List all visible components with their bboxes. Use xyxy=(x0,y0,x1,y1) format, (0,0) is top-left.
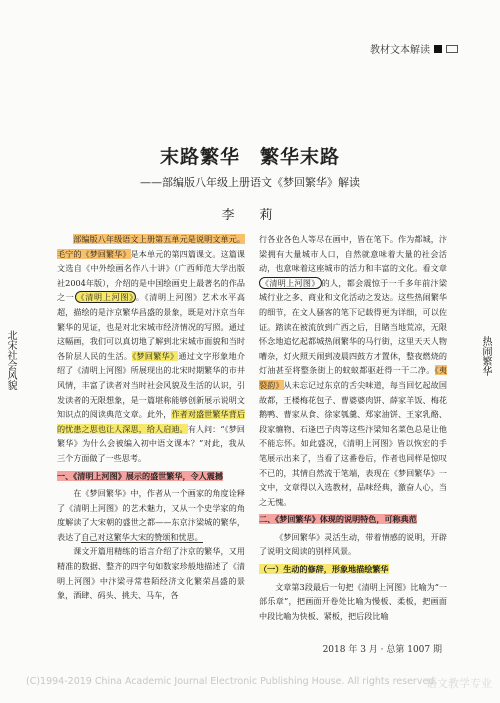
margin-note-right: 热闹繁华 xyxy=(480,336,491,376)
margin-note-left: 北宋社会风貌 xyxy=(5,330,16,390)
section1-paragraph-2: 课文开篇用精练的语言介绍了汴京的繁华，又用精准的数据、整齐的四字句如数家珍般地描述了《清明上河图》中汴梁寻常巷陌经济文化繁荣昌盛的景象，酒肆、码头、挑夫、马车，各 xyxy=(57,546,245,601)
section1-paragraph: 在《梦回繁华》中，作者从一个画家的角度诠释了《清明上河图》的艺术魅力，又从一个史学家的角度解读了大宋朝的盛世之都——东京汴梁城的繁华，表达了自己对这繁华大宋的赞颂和忧思。 xyxy=(57,488,245,542)
article-author: 李 莉 xyxy=(221,208,279,223)
left-column xyxy=(57,232,245,603)
running-header xyxy=(370,41,458,56)
right-column xyxy=(259,232,447,623)
section-heading-2: 二、《梦回繁华》体现的说明特色，可称典范 xyxy=(259,514,417,525)
header-box-icon xyxy=(446,45,458,53)
header-square-icon xyxy=(434,45,442,53)
intro-paragraph: 部编版八年级语文上册第五单元是说明文单元。毛宁的《梦回繁华》是本单元的第四篇课文。这篇课文选自《中外绘画名作八十讲》（广西师范大学出版社2004年版），介绍的是中国绘画史上最著名的作品之一 《清明上河图》 。《清明上河图》艺术水平高超，描绘的是汴京繁华昌盛的景象，既是对汴京当年繁华的见证，也是对北宋城市经济情况的写照。通过这幅画，我们可以真切地了解到北宋城市面貌和当时各阶层人民的生活。《梦回繁华》通过文字形象地介绍了《清明上河图》所展现出的北宋时期繁华的市井风情，丰富了读者对当时社会风貌及生活的认识，引发读者的无限想象，是一篇堪称能够创新展示说明文知识点的阅读典范文章。此外，作者对盛世繁华背后的忧患之思也让人深思，给人启迪。有人问：“《梦回繁华》为什么会被编入初中语文课本？”对此，我从三个方面做了一些思考。 xyxy=(57,234,245,463)
article-title: 末路繁华 繁华末路 xyxy=(159,146,340,168)
watermark: 语文教学专业 xyxy=(426,677,492,690)
subsection-heading: （一）生动的修辞，形象地描绘繁华 xyxy=(259,564,389,575)
issue-footer: 2018 年 3 月 · 总第 1007 期 xyxy=(322,645,442,655)
article-subtitle: ——部编版八年级上册语文《梦回繁华》解读 xyxy=(140,176,360,189)
continued-paragraph: 行各业各色人等尽在画中，皆在笔下。作为都城，汴梁拥有大量城市人口，自然就意味着大量的社会活动，也意味着这座城市的活力和丰富的文化。看文章《清明上河图》 的人，都会震惊于一千多年前汴梁城行业之多、商业和文化活动之发达。这些热闹繁华的细节，在文人骚客的笔下记载得更为详细，可以佐证。踏读在被流放到广西之后，目睹当地荒凉，无限怀念地追忆起都城热闹繁华的马行街，这里天天人物嘈杂，灯火照天闹到凌晨四鼓方才置休，整夜燃烧的灯油甚至将整条街上的蚊蚁都驱赶得一干二净。《夷裂韵》从未忘记过东京的舌尖味道，每当回忆起故国故都，王楼梅花包子、曹婆婆肉饼、薛家羊饭、梅花鹅鸭、曹家从食、徐家瓠羹、郑家油饼、王家乳酪、段家爊物、石逢巴子肉等这些汴梁知名菜色总是让他不能忘怀。如此盛况，《清明上河图》皆以恢宏的手笔展示出来了，当看了这番卷后，作者也同样是惊叹不已的，其情自然流于笔端，表现在《梦回繁华》一文中，文章得以入选教材，品味经典，激奋人心，当之无愧。 xyxy=(259,234,447,507)
section-heading-1: 一、《清明上河图》展示的盛世繁华，令人震撼 xyxy=(57,470,223,481)
section2-paragraph: 《梦回繁华》灵活生动，带着情感的说明，开辟了说明文阅读的别样风景。 xyxy=(259,531,447,557)
section-label: 教材文本解读 xyxy=(370,45,430,56)
subsection-paragraph: 文章第3段最后一句把《清明上河图》比喻为“一部乐章”，把画面开卷处比喻为慢板、柔板，把画面中段比喻为快板、紧板，把后段比喻 xyxy=(259,581,447,621)
copyright-line: (C)1994-2019 China Academic Journal Electronic Publishing House. All rights reserved. xyxy=(26,676,438,687)
